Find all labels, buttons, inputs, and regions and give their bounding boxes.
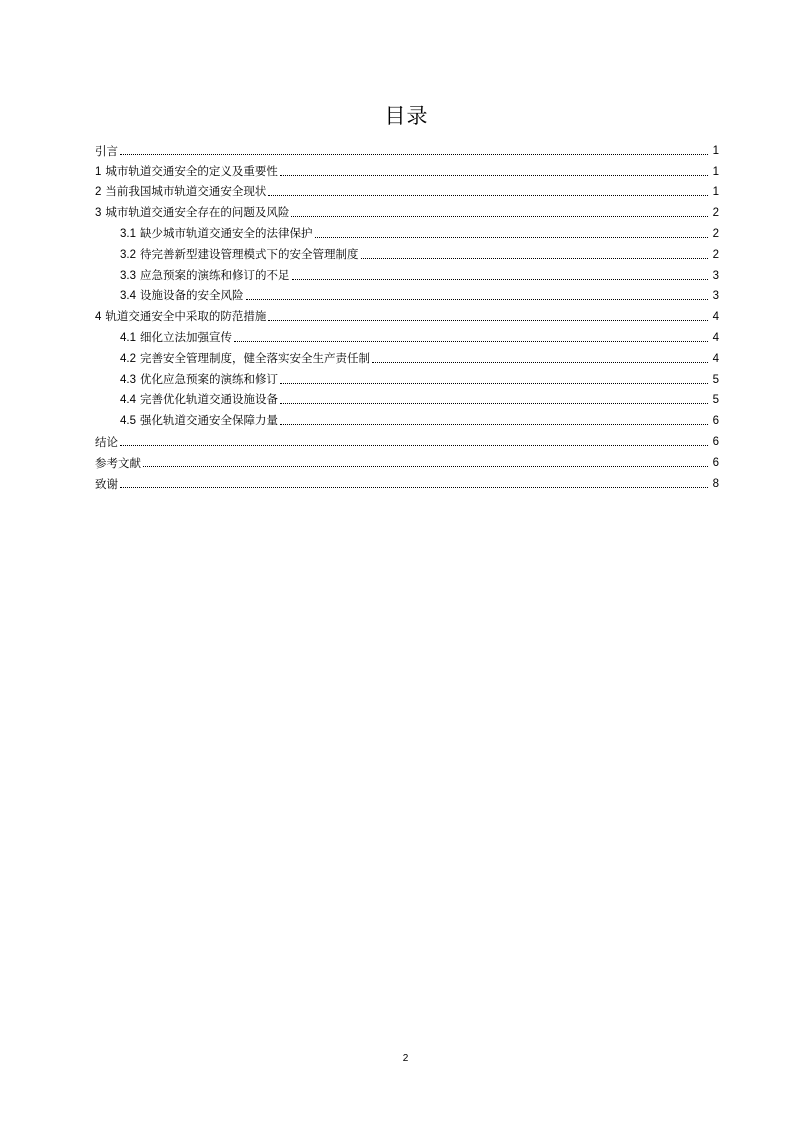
toc-entry-label [95, 309, 268, 324]
toc-entry-text: 当前我国城市轨道交通安全现状 [105, 184, 267, 199]
toc-entry-label [120, 413, 280, 428]
toc-entry-number: 4.2 [120, 352, 136, 365]
toc-entry-page: 6 [712, 435, 719, 448]
toc-entry-text: 强化轨道交通安全保障力量 [140, 413, 278, 428]
toc-entry[interactable] [95, 137, 719, 158]
toc-entry-page: 4 [712, 331, 719, 344]
dot-leader [361, 258, 709, 259]
toc-entry-label [120, 247, 361, 262]
toc-entry-page: 1 [712, 144, 719, 157]
toc-entry[interactable] [95, 366, 719, 387]
toc-entry[interactable] [95, 179, 719, 200]
toc-entry-label [95, 184, 268, 199]
toc-entry-page: 2 [712, 207, 719, 220]
toc-entry-label [120, 288, 246, 303]
toc-entry[interactable] [95, 241, 719, 262]
toc-entry-text: 应急预案的演练和修订的不足 [140, 267, 290, 282]
toc-entry-page: 6 [712, 415, 719, 428]
dot-leader [280, 175, 708, 176]
toc-entry-number: 4.3 [120, 373, 136, 386]
toc-entry-text: 引言 [95, 143, 118, 158]
toc-entry-page: 1 [712, 165, 719, 178]
toc-entry-text: 待完善新型建设管理模式下的安全管理制度 [140, 246, 359, 261]
dot-leader [120, 154, 708, 155]
dot-leader [268, 195, 708, 196]
toc-entry-label [95, 456, 143, 470]
toc-entry-text: 缺少城市轨道交通安全的法律保护 [140, 225, 313, 240]
dot-leader [315, 237, 709, 238]
toc-entry-page: 5 [712, 394, 719, 407]
toc-entry-number: 3.2 [120, 248, 136, 261]
toc-entry[interactable] [95, 324, 719, 345]
table-of-contents [95, 137, 719, 491]
toc-entry-label [120, 330, 234, 345]
toc-entry-number: 4.5 [120, 415, 136, 428]
toc-entry-text: 结论 [95, 434, 118, 449]
toc-entry-label [120, 226, 315, 241]
toc-entry-label [120, 392, 280, 407]
toc-entry-page: 4 [712, 352, 719, 365]
toc-entry-label [120, 268, 292, 283]
toc-entry-page: 8 [712, 477, 719, 490]
toc-entry-text: 城市轨道交通安全存在的问题及风险 [105, 205, 290, 220]
dot-leader [280, 383, 708, 384]
toc-entry-text: 完善优化轨道交通设施设备 [140, 392, 278, 407]
toc-entry-number: 4.4 [120, 394, 136, 407]
toc-entry-number: 3.1 [120, 227, 136, 240]
toc-entry-page: 4 [712, 311, 719, 324]
dot-leader [291, 216, 708, 217]
toc-entry-text: 设施设备的安全风险 [140, 288, 244, 303]
toc-entry[interactable] [95, 470, 719, 491]
toc-entry-number: 3 [95, 207, 102, 220]
toc-entry-text: 轨道交通安全中采取的防范措施 [105, 309, 267, 324]
dot-leader [120, 445, 708, 446]
toc-entry-number: 4 [95, 311, 102, 324]
toc-entry-label [95, 144, 120, 158]
toc-entry-text: 参考文献 [95, 455, 141, 470]
toc-entry-page: 3 [712, 290, 719, 303]
toc-entry-text: 城市轨道交通安全的定义及重要性 [105, 163, 278, 178]
toc-entry[interactable] [95, 303, 719, 324]
toc-entry-number: 3.3 [120, 269, 136, 282]
toc-entry-text: 完善安全管理制度，健全落实安全生产责任制 [140, 350, 370, 365]
dot-leader [143, 466, 708, 467]
toc-entry-page: 2 [712, 227, 719, 240]
toc-entry-text: 细化立法加强宣传 [140, 329, 232, 344]
toc-title: 目录 [384, 104, 429, 128]
dot-leader [280, 403, 708, 404]
page-number: 2 [402, 1053, 409, 1064]
toc-entry-page: 5 [712, 373, 719, 386]
dot-leader [120, 487, 708, 488]
toc-entry[interactable] [95, 283, 719, 304]
dot-leader [268, 320, 708, 321]
toc-entry[interactable] [95, 449, 719, 470]
toc-entry-page: 3 [712, 269, 719, 282]
toc-entry-label [95, 164, 280, 179]
toc-entry[interactable] [95, 407, 719, 428]
toc-entry-page: 1 [712, 186, 719, 199]
dot-leader [234, 341, 708, 342]
toc-entry-page: 2 [712, 248, 719, 261]
toc-entry-text: 致谢 [95, 476, 118, 491]
dot-leader [372, 362, 708, 363]
toc-entry[interactable] [95, 262, 719, 283]
toc-entry-label [95, 477, 120, 491]
toc-entry-label [120, 351, 372, 366]
toc-entry-page: 6 [712, 456, 719, 469]
dot-leader [292, 279, 709, 280]
toc-entry[interactable] [95, 220, 719, 241]
toc-entry-number: 3.4 [120, 290, 136, 303]
toc-entry-number: 4.1 [120, 331, 136, 344]
toc-entry-label [120, 372, 280, 387]
toc-entry[interactable] [95, 158, 719, 179]
toc-entry-label [95, 435, 120, 449]
toc-entry-number: 1 [95, 165, 102, 178]
toc-entry[interactable] [95, 345, 719, 366]
toc-entry[interactable] [95, 199, 719, 220]
toc-entry[interactable] [95, 428, 719, 449]
toc-entry[interactable] [95, 387, 719, 408]
toc-entry-number: 2 [95, 186, 102, 199]
toc-entry-text: 优化应急预案的演练和修订 [140, 371, 278, 386]
dot-leader [280, 424, 708, 425]
toc-entry-label [95, 205, 291, 220]
dot-leader [246, 299, 709, 300]
